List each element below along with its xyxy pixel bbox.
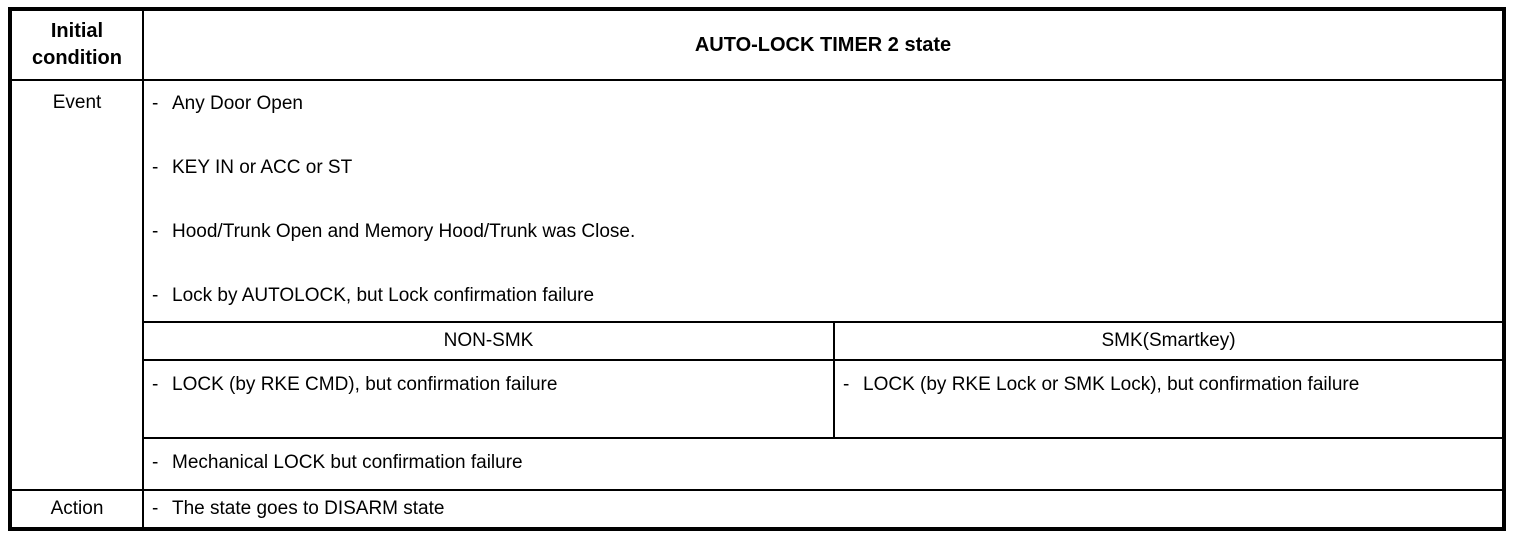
non-smk-header-cell	[144, 323, 835, 359]
bullet-dash: -	[152, 498, 159, 519]
event-row	[12, 81, 1502, 489]
state-title-cell	[144, 11, 1502, 79]
non-smk-bullet-cell	[144, 361, 835, 437]
action-label-cell	[12, 491, 144, 527]
initial-condition-label: Initial condition	[32, 20, 122, 69]
subtable-header-row	[144, 323, 1502, 361]
action-row	[12, 489, 1502, 527]
bullet-dash: -	[152, 285, 159, 306]
mechanical-lock-cell	[144, 439, 1502, 489]
subtable-body-row	[144, 361, 1502, 439]
event-label-cell	[12, 81, 144, 489]
smk-bullet: LOCK (by RKE Lock or SMK Lock), but confirmation failure	[863, 374, 1360, 395]
non-smk-header: NON-SMK	[443, 330, 534, 351]
action-label: Action	[50, 498, 104, 519]
smk-subtable	[144, 321, 1502, 489]
bullet-dash: -	[152, 157, 159, 178]
list-item	[152, 371, 823, 399]
action-content-cell	[144, 491, 1502, 527]
state-title: AUTO-LOCK TIMER 2 state	[694, 33, 952, 56]
list-item	[843, 371, 1492, 399]
bullet-dash: -	[152, 93, 159, 114]
list-item	[152, 498, 1492, 520]
bullet-dash: -	[152, 374, 159, 395]
subtable-span-row	[144, 439, 1502, 489]
smk-bullet-cell	[835, 361, 1502, 437]
non-smk-bullet: LOCK (by RKE CMD), but confirmation failure	[172, 374, 558, 395]
list-item	[152, 221, 1492, 243]
mechanical-lock-bullet: Mechanical LOCK but confirmation failure	[172, 452, 523, 473]
event-bullet-any-door-open: Any Door Open	[172, 93, 303, 114]
list-item	[152, 157, 1492, 179]
list-item	[152, 93, 1492, 115]
list-item	[152, 285, 1492, 307]
bullet-dash: -	[152, 221, 159, 242]
event-content-cell	[144, 81, 1502, 489]
event-bullet-key-in: KEY IN or ACC or ST	[172, 157, 353, 178]
event-bullet-hood-trunk: Hood/Trunk Open and Memory Hood/Trunk was Close.	[172, 221, 636, 242]
auto-lock-timer2-state-table	[8, 7, 1506, 531]
smk-header: SMK(Smartkey)	[1101, 330, 1236, 351]
bullet-dash: -	[152, 452, 159, 473]
event-label: Event	[52, 92, 102, 113]
bullet-dash: -	[843, 374, 850, 395]
table-header-row	[12, 11, 1502, 81]
list-item	[152, 452, 523, 474]
smk-header-cell	[835, 323, 1502, 359]
event-bullet-list	[144, 81, 1502, 321]
action-bullet: The state goes to DISARM state	[172, 498, 445, 519]
event-bullet-autolock: Lock by AUTOLOCK, but Lock confirmation failure	[172, 285, 595, 306]
initial-condition-header-cell	[12, 11, 144, 79]
